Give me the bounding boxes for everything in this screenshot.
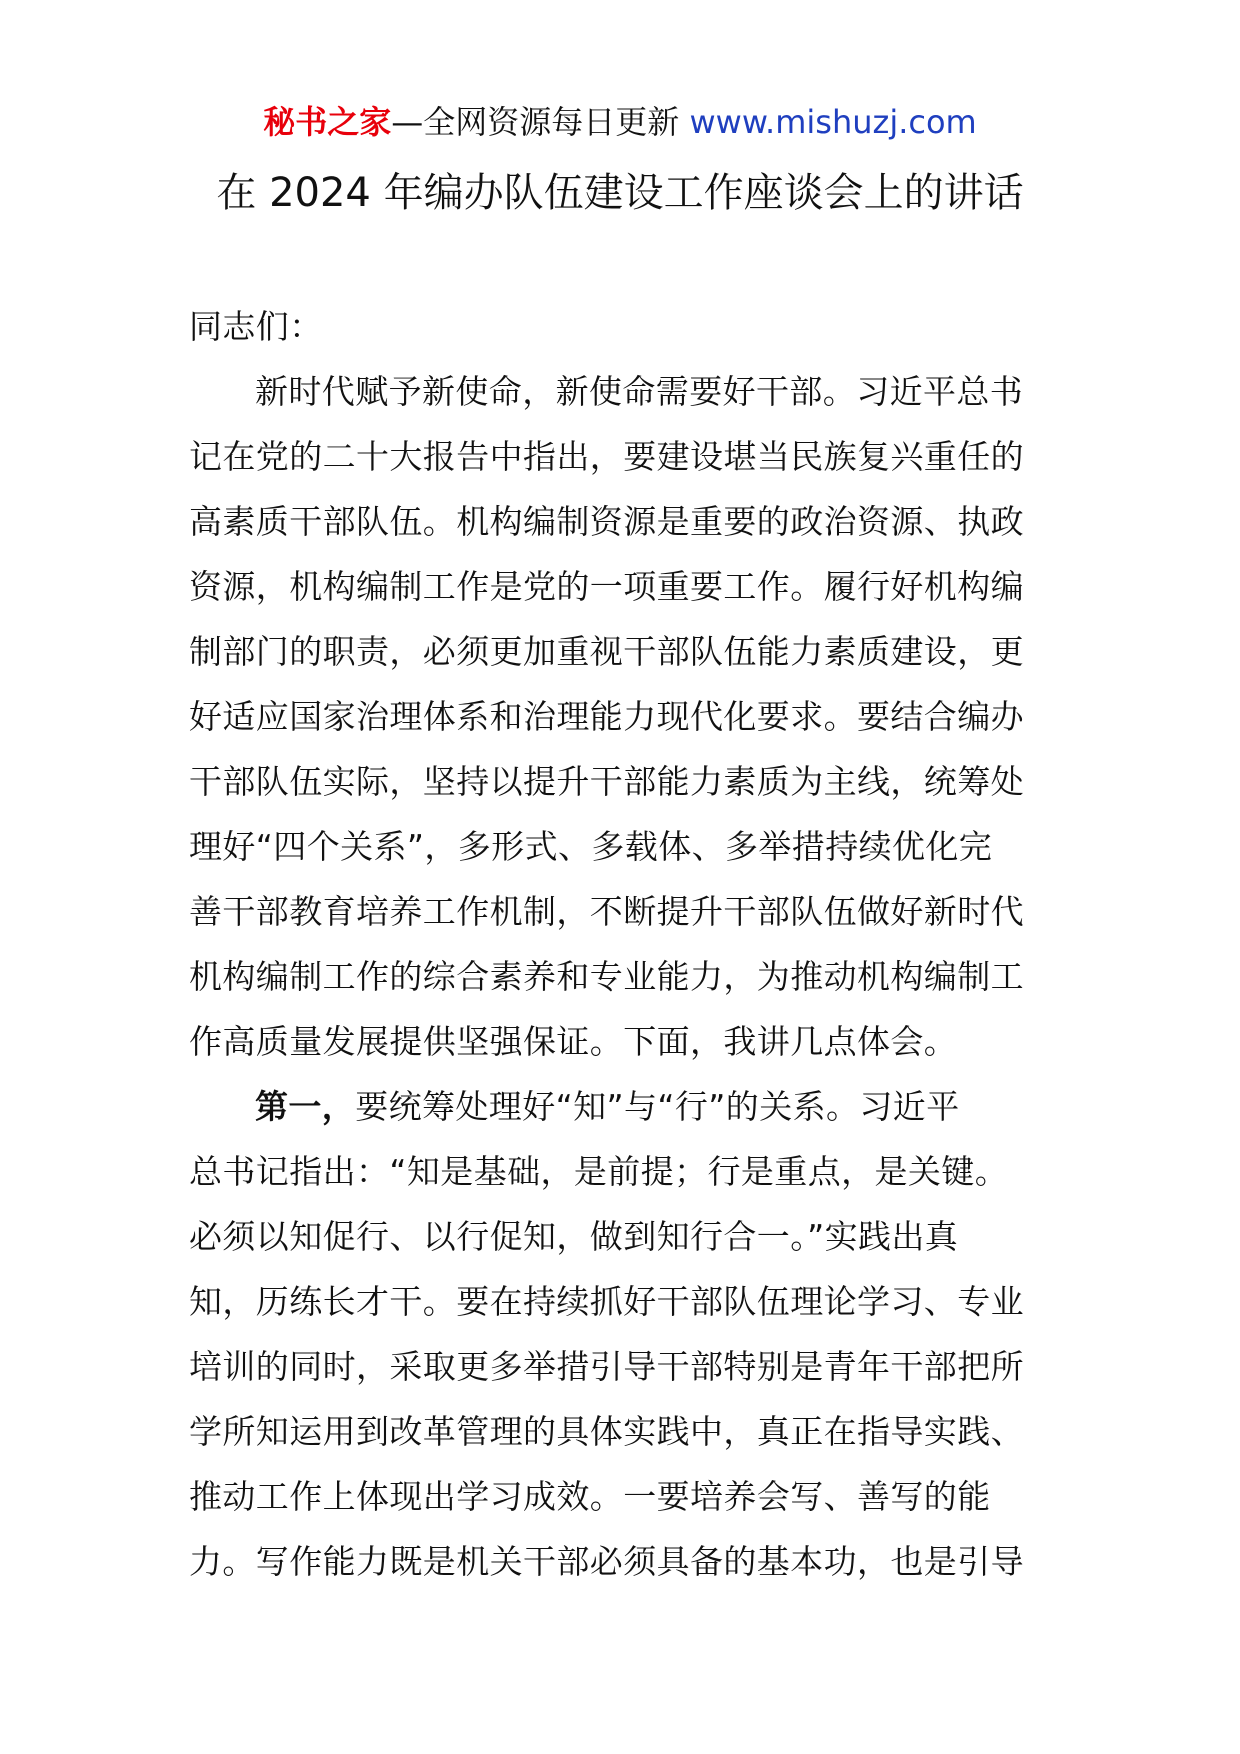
text-line bbox=[189, 879, 1055, 944]
text-line bbox=[189, 554, 1055, 619]
text-line-content: 高素质干部队伍。机构编制资源是重要的政治资源、执政 bbox=[189, 502, 1024, 541]
text-line-content: 培训的同时，采取更多举措引导干部特别是青年干部把所 bbox=[189, 1347, 1024, 1386]
text-line-content: 善干部教育培养工作机制，不断提升干部队伍做好新时代 bbox=[189, 892, 1024, 931]
text-line bbox=[189, 1529, 1055, 1594]
salutation: 同志们： bbox=[189, 307, 323, 346]
text-line bbox=[189, 359, 1055, 424]
text-line-content: 必须以知促行、以行促知，做到知行合一。”实践出真 bbox=[189, 1217, 959, 1256]
text-line bbox=[189, 1269, 1055, 1334]
text-line-content: 干部队伍实际，坚持以提升干部能力素质为主线，统筹处 bbox=[189, 762, 1024, 801]
text-line-content: 知，历练长才干。要在持续抓好干部队伍理论学习、专业 bbox=[189, 1282, 1024, 1321]
text-line bbox=[189, 814, 1055, 879]
text-line-content: 新时代赋予新使命，新使命需要好干部。习近平总书 bbox=[255, 372, 1024, 411]
text-line bbox=[189, 489, 1055, 554]
document-body bbox=[189, 294, 1055, 1594]
text-line bbox=[189, 1074, 1055, 1139]
text-line bbox=[189, 424, 1055, 489]
text-line bbox=[189, 1139, 1055, 1204]
header-site-link[interactable]: www.mishuzj.com bbox=[689, 103, 977, 141]
text-line-content: 总书记指出：“知是基础，是前提；行是重点，是关键。 bbox=[189, 1152, 1009, 1191]
watermark-header bbox=[0, 100, 1240, 144]
text-line-content: 要统筹处理好“知”与“行”的关系。习近平 bbox=[355, 1087, 960, 1126]
text-line-content: 制部门的职责，必须更加重视干部队伍能力素质建设，更 bbox=[189, 632, 1024, 671]
text-line bbox=[189, 749, 1055, 814]
text-line bbox=[189, 1334, 1055, 1399]
text-line-content: 资源，机构编制工作是党的一项重要工作。履行好机构编 bbox=[189, 567, 1024, 606]
text-line bbox=[189, 1399, 1055, 1464]
section-lead: 第一， bbox=[255, 1087, 356, 1126]
text-line bbox=[189, 944, 1055, 1009]
header-brand: 秘书之家 bbox=[263, 103, 392, 141]
text-line bbox=[189, 684, 1055, 749]
text-line-content: 机构编制工作的综合素养和专业能力，为推动机构编制工 bbox=[189, 957, 1024, 996]
text-line-content: 学所知运用到改革管理的具体实践中，真正在指导实践、 bbox=[189, 1412, 1024, 1451]
text-line bbox=[189, 619, 1055, 684]
header-slogan: —全网资源每日更新 bbox=[391, 103, 690, 141]
text-line-content: 作高质量发展提供坚强保证。下面，我讲几点体会。 bbox=[189, 1022, 958, 1061]
text-line-content: 理好“四个关系”，多形式、多载体、多举措持续优化完 bbox=[189, 827, 993, 866]
text-line-content: 力。写作能力既是机关干部必须具备的基本功，也是引导 bbox=[189, 1542, 1024, 1581]
text-line-content: 记在党的二十大报告中指出，要建设堪当民族复兴重任的 bbox=[189, 437, 1024, 476]
document-title: 在 2024 年编办队伍建设工作座谈会上的讲话 bbox=[216, 170, 1024, 216]
text-line bbox=[189, 1009, 1055, 1074]
text-line-content: 好适应国家治理体系和治理能力现代化要求。要结合编办 bbox=[189, 697, 1024, 736]
text-line bbox=[189, 1464, 1055, 1529]
text-line bbox=[189, 1204, 1055, 1269]
text-line-content: 推动工作上体现出学习成效。一要培养会写、善写的能 bbox=[189, 1477, 991, 1516]
